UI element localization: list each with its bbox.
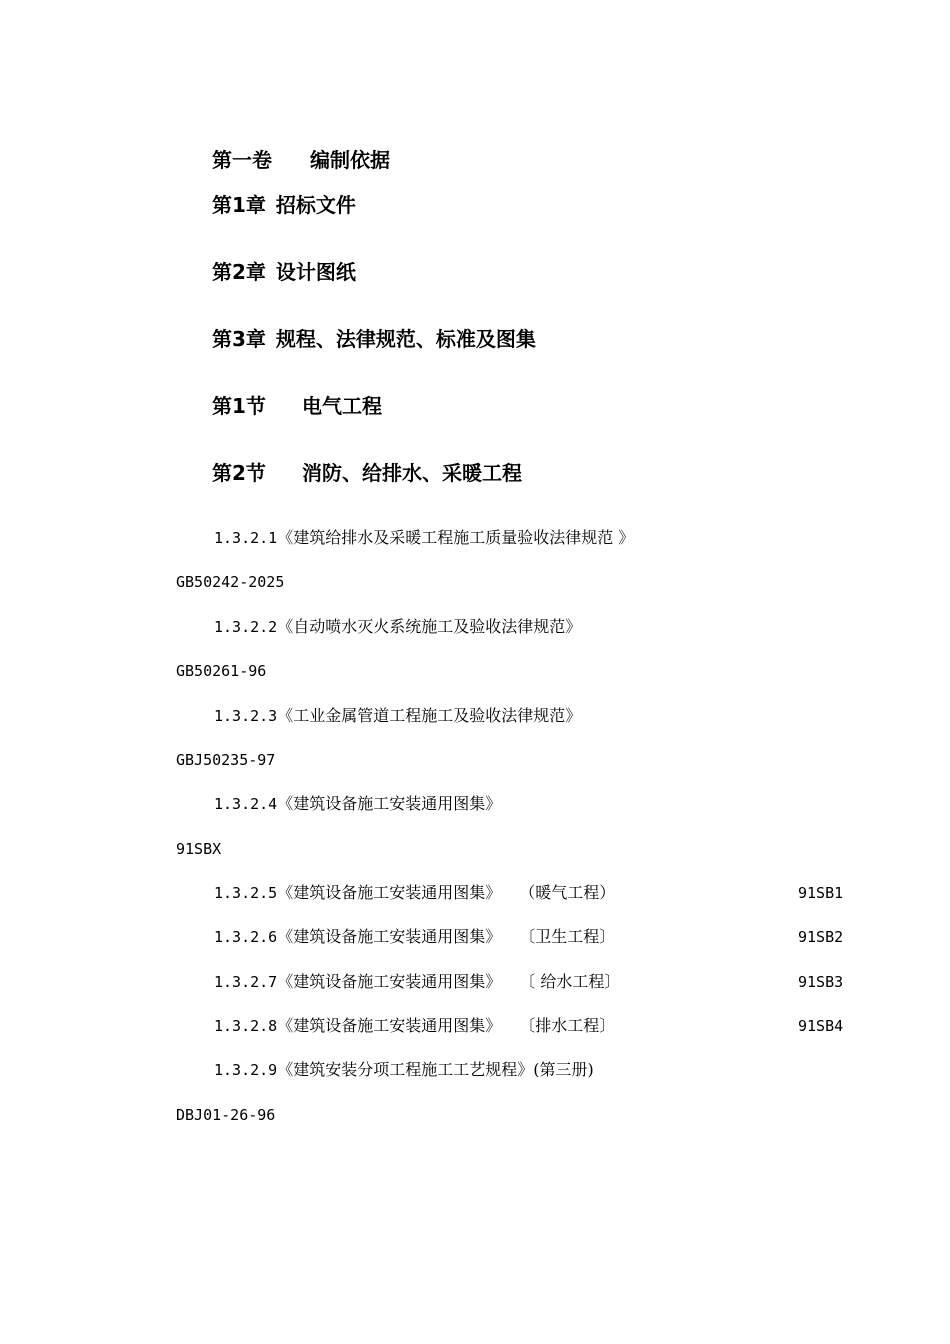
volume-heading (212, 148, 390, 172)
item-document-title: 《建筑设备施工安装通用图集》 (277, 927, 502, 946)
list-item (214, 883, 844, 903)
item-number: 1.3.2.8 (214, 1017, 278, 1035)
item-number: 1.3.2.9 (214, 1061, 278, 1079)
item-code: GB50261-96 (176, 662, 267, 680)
item-code: GBJ50235-97 (176, 751, 276, 769)
item-subtitle: （暖气工程） (519, 883, 616, 902)
item-document-title: 《建筑给排水及采暖工程施工质量验收法律规范 》 (277, 528, 635, 547)
section-title: 消防、给排水、采暖工程 (302, 461, 522, 485)
chapter-title: 设计图纸 (275, 260, 356, 284)
chapter-number: 第3章 (212, 327, 266, 351)
item-code: 91SB4 (798, 1017, 844, 1035)
item-document-title: 《建筑设备施工安装通用图集》 (277, 883, 502, 902)
item-document-title: 《建筑设备施工安装通用图集》 (277, 1016, 502, 1035)
item-number: 1.3.2.4 (214, 795, 278, 813)
item-code: 91SBX (176, 840, 222, 858)
item-document-title: 《建筑设备施工安装通用图集》 (277, 794, 502, 813)
list-item (214, 794, 501, 814)
item-number: 1.3.2.1 (214, 529, 278, 547)
chapter-heading (212, 260, 356, 284)
chapter-title: 规程、法律规范、标准及图集 (275, 327, 536, 351)
chapter-title: 招标文件 (275, 193, 356, 217)
list-item (214, 927, 844, 947)
section-heading (212, 394, 382, 418)
section-number: 第2节 (212, 461, 266, 485)
item-code: 91SB2 (798, 928, 844, 946)
item-document-title: 《建筑安装分项工程施工工艺规程》(第三册) (277, 1060, 594, 1079)
list-item (214, 706, 581, 726)
chapter-heading (212, 327, 536, 351)
item-subtitle: 〔卫生工程〕 (519, 927, 616, 946)
list-item (214, 617, 581, 637)
chapter-heading (212, 193, 356, 217)
item-document-title: 《工业金属管道工程施工及验收法律规范》 (277, 706, 582, 725)
list-item (214, 1016, 844, 1036)
volume-number: 第一卷 (212, 148, 272, 172)
list-item (214, 972, 844, 992)
item-code: 91SB1 (798, 884, 844, 902)
list-item (214, 528, 634, 548)
item-number: 1.3.2.3 (214, 707, 278, 725)
item-subtitle: 〔 给水工程〕 (519, 972, 621, 991)
item-number: 1.3.2.6 (214, 928, 278, 946)
item-document-title: 《建筑设备施工安装通用图集》 (277, 972, 502, 991)
item-number: 1.3.2.7 (214, 973, 278, 991)
item-subtitle: 〔排水工程〕 (519, 1016, 616, 1035)
chapter-number: 第1章 (212, 193, 266, 217)
item-number: 1.3.2.5 (214, 884, 278, 902)
volume-title: 编制依据 (310, 148, 390, 172)
list-item (214, 1060, 594, 1080)
item-code: GB50242-2025 (176, 573, 285, 591)
section-heading (212, 461, 522, 485)
item-document-title: 《自动喷水灭火系统施工及验收法律规范》 (277, 617, 582, 636)
item-number: 1.3.2.2 (214, 618, 278, 636)
section-title: 电气工程 (302, 394, 382, 418)
section-number: 第1节 (212, 394, 266, 418)
chapter-number: 第2章 (212, 260, 266, 284)
item-code: 91SB3 (798, 973, 844, 991)
item-code: DBJ01-26-96 (176, 1106, 276, 1124)
